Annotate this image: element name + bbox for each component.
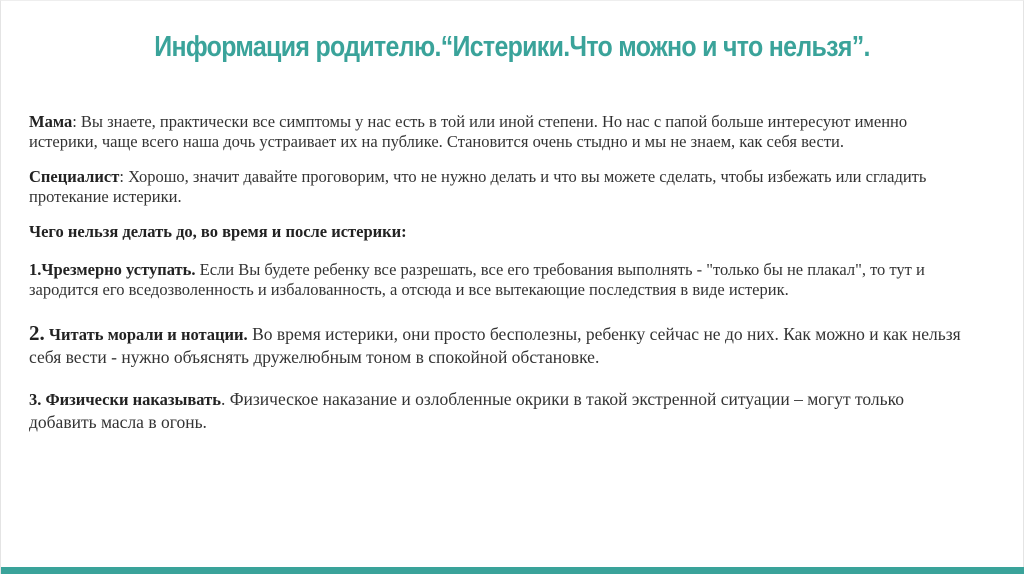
paragraph-specialist: [29, 167, 974, 207]
list-item-3: [29, 388, 974, 434]
section-heading: Чего нельзя делать до, во время и после истерики:: [29, 222, 407, 241]
list-item-1: [29, 260, 974, 300]
list-item-2-label: Читать морали и нотации.: [44, 325, 248, 344]
slide-title: Информация родителю.“Истерики.Что можно и что нельзя”.: [154, 31, 870, 63]
slide-content: [29, 112, 974, 434]
speaker-label-mama: Мама: [29, 112, 73, 131]
speaker-label-specialist: Специалист: [29, 167, 120, 186]
list-item-1-text: Если Вы будете ребенку все разрешать, все его требования выполнять - "только бы не плакал", то тут и зародится его вседозволенность и избалованность, а отсюда и все вытекающие последствия в виде истерик.: [29, 260, 925, 299]
list-item-3-label: 3. Физически наказывать: [29, 390, 221, 409]
list-item-2-text: Во время истерики, они просто бесполезны, ребенку сейчас не до них. Как можно и как нельзя себя вести - нужно объяснять дружелюбным тоном в спокойной обстановке.: [29, 324, 961, 367]
list-item-2: [29, 322, 974, 369]
paragraph-specialist-text: : Хорошо, значит давайте проговорим, что не нужно делать и что вы можете сделать, чтобы избежать или сгладить протекание истерики.: [29, 167, 927, 206]
list-item-2-number: 2.: [29, 321, 45, 345]
paragraph-mama-text: : Вы знаете, практически все симптомы у нас есть в той или иной степени. Но нас с папой больше интересуют именно истерики, чаще всего наша дочь устраивает их на публике. Становится очень стыдно и мы не знаем, как себя вести.: [29, 112, 908, 151]
list-item-3-text: . Физическое наказание и озлобленные окрики в такой экстренной ситуации – могут только добавить масла в огонь.: [29, 389, 904, 432]
bottom-accent-bar: [1, 567, 1024, 574]
paragraph-mama: [29, 112, 974, 152]
list-item-1-label: 1.Чрезмерно уступать.: [29, 260, 196, 279]
